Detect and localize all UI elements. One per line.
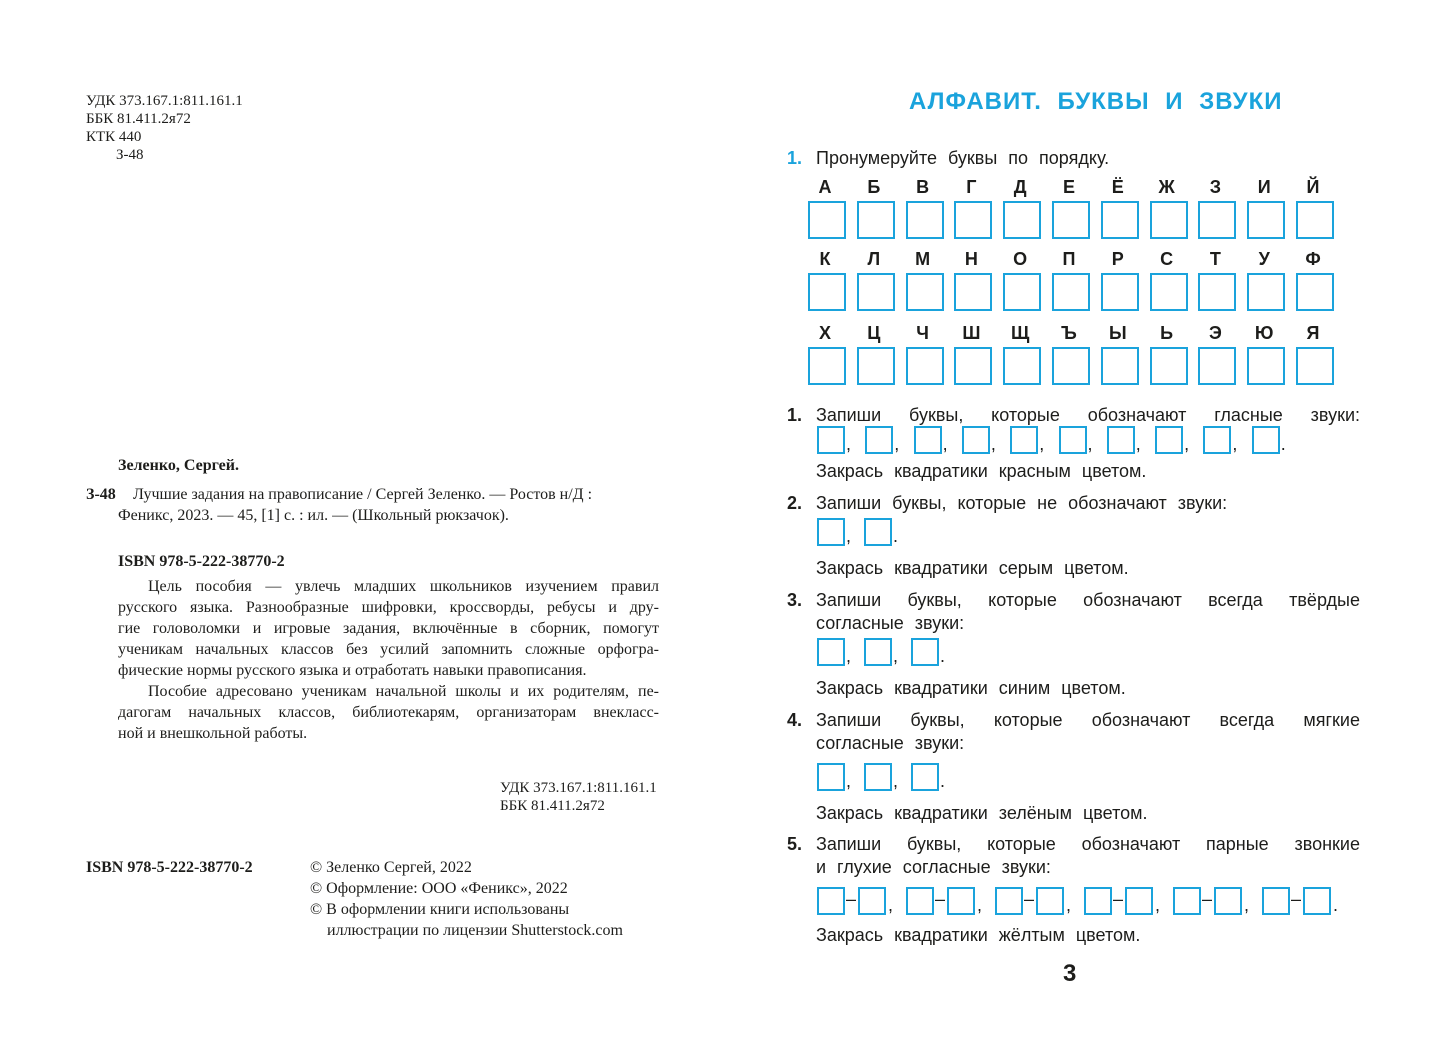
biblio-line-2: Феникс, 2023. — 45, [1] с. : ил. — (Школьный рюкзачок). xyxy=(118,507,509,524)
answer-box[interactable] xyxy=(1155,426,1183,454)
page-title: АЛФАВИТ. БУКВЫ И ЗВУКИ xyxy=(909,88,1283,115)
copyright-line: © В оформлении книги использованы xyxy=(310,901,570,918)
isbn-bottom: ISBN 978-5-222-38770-2 xyxy=(86,859,253,876)
separator: , xyxy=(888,895,894,915)
alphabet-letter: Ф xyxy=(1305,249,1321,269)
description-line: русского языка. Разнообразные шифровки, кроссворды, ребусы и дру- xyxy=(118,599,659,616)
letter-number-box[interactable] xyxy=(1198,273,1236,311)
letter-number-box[interactable] xyxy=(1003,347,1041,385)
letter-number-box[interactable] xyxy=(1052,347,1090,385)
separator: , xyxy=(846,646,852,666)
answer-box[interactable] xyxy=(995,887,1023,915)
alphabet-letter: Э xyxy=(1208,323,1222,343)
task-question-line: согласные звуки: xyxy=(816,733,965,753)
alphabet-letter: Ш xyxy=(962,323,981,343)
task-question-line: Запиши буквы, которые обозначают всегда твёрдые xyxy=(816,590,1360,610)
letter-number-box[interactable] xyxy=(1052,273,1090,311)
letter-number-box[interactable] xyxy=(1247,273,1285,311)
alphabet-letter: Т xyxy=(1209,249,1221,269)
answer-box[interactable] xyxy=(817,763,845,791)
task-number: 1. xyxy=(787,148,803,168)
answer-box[interactable] xyxy=(865,426,893,454)
answer-box[interactable] xyxy=(1059,426,1087,454)
copyright-line: © Оформление: ООО «Феникс», 2022 xyxy=(310,880,568,897)
separator: , xyxy=(893,771,899,791)
separator: , xyxy=(1066,895,1072,915)
alphabet-letter: В xyxy=(916,177,930,197)
answer-box[interactable] xyxy=(1252,426,1280,454)
letter-number-box[interactable] xyxy=(954,201,992,239)
isbn-label: ISBN 978-5-222-38770-2 xyxy=(118,553,285,570)
alphabet-letter: Б xyxy=(867,177,881,197)
separator: , xyxy=(1135,434,1141,454)
task-question-line: согласные звуки: xyxy=(816,613,965,633)
alphabet-letter: А xyxy=(818,177,832,197)
letter-number-box[interactable] xyxy=(808,347,846,385)
answer-box[interactable] xyxy=(1125,887,1153,915)
letter-number-box[interactable] xyxy=(1101,347,1139,385)
answer-box[interactable] xyxy=(1084,887,1112,915)
letter-number-box[interactable] xyxy=(1101,273,1139,311)
letter-number-box[interactable] xyxy=(954,347,992,385)
ktk-top: КТК 440 xyxy=(86,129,142,145)
letter-number-box[interactable] xyxy=(857,201,895,239)
alphabet-letter: Е xyxy=(1062,177,1075,197)
answer-box[interactable] xyxy=(864,763,892,791)
letter-number-box[interactable] xyxy=(1003,201,1041,239)
alphabet-letter: Ё xyxy=(1111,177,1124,197)
task-question-line: Запиши буквы, которые обозначают парные звонкие xyxy=(816,834,1360,854)
task-instruction: Закрась квадратики зелёным цветом. xyxy=(816,803,1148,823)
alphabet-letter: З xyxy=(1209,177,1222,197)
letter-number-box[interactable] xyxy=(1198,201,1236,239)
letter-number-box[interactable] xyxy=(1247,347,1285,385)
separator: . xyxy=(940,771,946,791)
task-number: 2. xyxy=(787,493,803,513)
description-line: Цель пособия — увлечь младших школьников изучением правил xyxy=(148,578,659,595)
task-number: 4. xyxy=(787,710,803,730)
task-question-line: и глухие согласные звуки: xyxy=(816,857,1051,877)
alphabet-letter: М xyxy=(915,249,931,269)
answer-box[interactable] xyxy=(1107,426,1135,454)
page-number: 3 xyxy=(1063,960,1077,987)
alphabet-letter: Х xyxy=(818,323,831,343)
letter-number-box[interactable] xyxy=(1150,347,1188,385)
alphabet-letter: Ь xyxy=(1160,323,1174,343)
letter-number-box[interactable] xyxy=(1101,201,1139,239)
udk-bottom: УДК 373.167.1:811.161.1 xyxy=(500,780,657,796)
alphabet-letter: У xyxy=(1258,249,1270,269)
separator: , xyxy=(1232,434,1238,454)
task-question xyxy=(816,590,1360,611)
separator: , xyxy=(846,526,852,546)
answer-box[interactable] xyxy=(817,887,845,915)
task-question: Запиши буквы, которые не обозначают звуки: xyxy=(816,493,1228,513)
answer-box[interactable] xyxy=(1214,887,1242,915)
separator: . xyxy=(893,526,899,546)
author-name: Зеленко, Сергей. xyxy=(118,457,239,474)
alphabet-letter: Ч xyxy=(916,323,929,343)
alphabet-letter: Ю xyxy=(1254,323,1274,343)
separator: , xyxy=(942,434,948,454)
alphabet-letter: Ъ xyxy=(1061,323,1077,343)
alphabet-letter: Р xyxy=(1111,249,1124,269)
letter-number-box[interactable] xyxy=(808,273,846,311)
letter-number-box[interactable] xyxy=(906,201,944,239)
task-question xyxy=(816,405,1360,426)
biblio-line-1: Лучшие задания на правописание / Сергей Зеленко. — Ростов н/Д : xyxy=(133,486,593,503)
copyright-line: © Зеленко Сергей, 2022 xyxy=(310,859,472,876)
answer-box[interactable] xyxy=(1262,887,1290,915)
bbk-bottom: ББК 81.411.2я72 xyxy=(500,798,605,814)
pair-dash: – xyxy=(935,889,946,909)
pair-dash: – xyxy=(1202,889,1213,909)
pair-dash: – xyxy=(1024,889,1035,909)
task-question-line: Запиши буквы, которые обозначают гласные звуки: xyxy=(816,405,1360,425)
alphabet-letter: Ж xyxy=(1158,177,1175,197)
letter-number-box[interactable] xyxy=(954,273,992,311)
alphabet-letter: К xyxy=(819,249,831,269)
letter-number-box[interactable] xyxy=(1150,273,1188,311)
task-instruction: Закрась квадратики жёлтым цветом. xyxy=(816,925,1141,945)
alphabet-letter: О xyxy=(1013,249,1028,269)
separator: , xyxy=(894,434,900,454)
alphabet-letter: Й xyxy=(1306,177,1320,197)
answer-box[interactable] xyxy=(906,887,934,915)
answer-box[interactable] xyxy=(914,426,942,454)
task-instruction: Закрась квадратики серым цветом. xyxy=(816,558,1129,578)
separator: . xyxy=(1333,895,1339,915)
separator: , xyxy=(1244,895,1250,915)
task-text: Пронумеруйте буквы по порядку. xyxy=(816,148,1110,168)
description-line: ной и внешкольной работы. xyxy=(118,725,308,742)
alphabet-letter: Я xyxy=(1306,323,1320,343)
separator: . xyxy=(1280,434,1286,454)
description-line: Пособие адресовано ученикам начальной школы и их родителям, пе- xyxy=(148,683,659,700)
task-instruction: Закрась квадратики красным цветом. xyxy=(816,461,1147,481)
task-number: 5. xyxy=(787,834,803,854)
letter-number-box[interactable] xyxy=(1247,201,1285,239)
author-mark-top: З-48 xyxy=(116,147,144,163)
alphabet-letter: С xyxy=(1160,249,1174,269)
task-question xyxy=(816,710,1360,731)
letter-number-box[interactable] xyxy=(906,347,944,385)
answer-box[interactable] xyxy=(911,763,939,791)
separator: . xyxy=(940,646,946,666)
separator: , xyxy=(846,771,852,791)
separator: , xyxy=(990,434,996,454)
alphabet-letter: Л xyxy=(867,249,881,269)
pair-dash: – xyxy=(1113,889,1124,909)
alphabet-letter: Ы xyxy=(1108,323,1127,343)
answer-box[interactable] xyxy=(947,887,975,915)
udk-top: УДК 373.167.1:811.161.1 xyxy=(86,93,243,109)
letter-number-box[interactable] xyxy=(1198,347,1236,385)
answer-box[interactable] xyxy=(1010,426,1038,454)
letter-number-box[interactable] xyxy=(1150,201,1188,239)
separator: , xyxy=(1087,434,1093,454)
separator: , xyxy=(846,434,852,454)
answer-box[interactable] xyxy=(1303,887,1331,915)
alphabet-letter: И xyxy=(1257,177,1271,197)
separator: , xyxy=(1155,895,1161,915)
separator: , xyxy=(1039,434,1045,454)
letter-number-box[interactable] xyxy=(857,347,895,385)
answer-box[interactable] xyxy=(817,638,845,666)
task-question xyxy=(816,834,1360,855)
separator: , xyxy=(893,646,899,666)
answer-box[interactable] xyxy=(911,638,939,666)
letter-number-box[interactable] xyxy=(1003,273,1041,311)
answer-box[interactable] xyxy=(817,426,845,454)
alphabet-letter: П xyxy=(1062,249,1076,269)
letter-number-box[interactable] xyxy=(1296,273,1334,311)
description xyxy=(118,576,659,744)
description-line: ученикам начальных классов без усилий запомнить сложные орфогра- xyxy=(118,641,659,658)
alphabet-letter: Г xyxy=(966,177,977,197)
answer-box[interactable] xyxy=(817,518,845,546)
answer-box[interactable] xyxy=(864,638,892,666)
answer-box[interactable] xyxy=(1173,887,1201,915)
task-question-line: Запиши буквы, которые обозначают всегда мягкие xyxy=(816,710,1360,730)
alphabet-letter: Ц xyxy=(867,323,881,343)
task-number: 3. xyxy=(787,590,803,610)
bbk-top: ББК 81.411.2я72 xyxy=(86,111,191,127)
answer-box[interactable] xyxy=(1203,426,1231,454)
letter-number-box[interactable] xyxy=(1052,201,1090,239)
letter-number-box[interactable] xyxy=(906,273,944,311)
alphabet-letter: Д xyxy=(1013,177,1027,197)
copyright-line: иллюстрации по лицензии Shutterstock.com xyxy=(327,922,623,939)
task-number: 1. xyxy=(787,405,803,425)
description-line: дагогам начальных классов, библиотекарям, организаторам внекласс- xyxy=(118,704,659,721)
letter-number-box[interactable] xyxy=(808,201,846,239)
answer-box[interactable] xyxy=(962,426,990,454)
call-mark: З-48 xyxy=(86,486,116,503)
pair-dash: – xyxy=(1291,889,1302,909)
description-line: фические нормы русского языка и отработать навыки правописания. xyxy=(118,662,587,679)
letter-number-box[interactable] xyxy=(1296,201,1334,239)
answer-box[interactable] xyxy=(1036,887,1064,915)
letter-number-box[interactable] xyxy=(857,273,895,311)
description-line: гие головоломки и игровые задания, включённые в сборник, помогут xyxy=(118,620,659,637)
separator: , xyxy=(1184,434,1190,454)
letter-number-box[interactable] xyxy=(1296,347,1334,385)
pair-dash: – xyxy=(846,889,857,909)
task-instruction: Закрась квадратики синим цветом. xyxy=(816,678,1126,698)
separator: , xyxy=(977,895,983,915)
answer-box[interactable] xyxy=(864,518,892,546)
alphabet-letter: Щ xyxy=(1011,323,1030,343)
alphabet-letter: Н xyxy=(964,249,978,269)
answer-box[interactable] xyxy=(858,887,886,915)
